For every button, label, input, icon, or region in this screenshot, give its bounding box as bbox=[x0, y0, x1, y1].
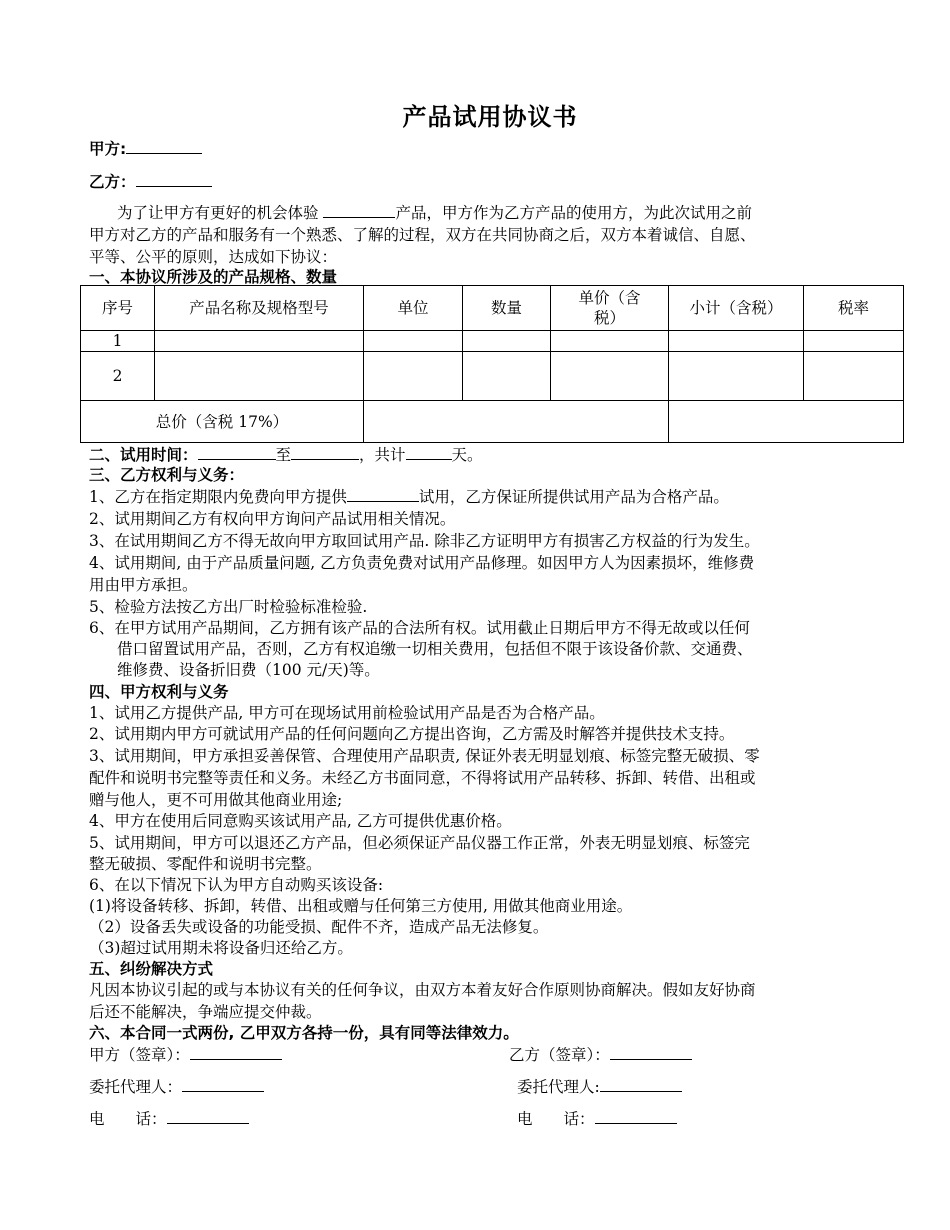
section-4-item-6: 6、在以下情况下认为甲方自动购买该设备: bbox=[89, 876, 384, 894]
party-b-phone-line bbox=[517, 1107, 677, 1129]
section-4-item-3-l2: 配件和说明书完整等责任和义务。未经乙方书面同意，不得将试用产品转移、拆卸、转借、出租或 bbox=[89, 769, 756, 787]
party-b-phone-label: 电 话： bbox=[517, 1110, 595, 1128]
header-quantity: 数量 bbox=[463, 286, 551, 331]
section-2-total: ，共计 bbox=[359, 446, 406, 464]
section-4-item-3-l3: 赠与他人，更不可用做其他商业用途; bbox=[89, 791, 343, 809]
header-subtotal: 小计（含税） bbox=[669, 286, 804, 331]
section-4-item-5-l1: 5、试用期间，甲方可以退还乙方产品，但必须保证产品仪器工作正常，外表无明显划痕、标签完 bbox=[89, 834, 750, 852]
section-4-sub-2: （2）设备丢失或设备的功能受损、配件不齐，造成产品无法修复。 bbox=[89, 918, 549, 936]
section-6-heading: 六、本合同一式两份, 乙甲双方各持一份，具有同等法律效力。 bbox=[89, 1024, 519, 1042]
party-a-blank bbox=[126, 138, 202, 154]
header-unit-price bbox=[551, 286, 669, 331]
party-b-label: 乙方： bbox=[89, 173, 136, 191]
section-4-sub-3: （3)超过试用期未将设备归还给乙方。 bbox=[89, 939, 353, 957]
party-b-phone-blank bbox=[595, 1109, 677, 1124]
section-2-line bbox=[89, 444, 889, 466]
intro-text-post: 产品，甲方作为乙方产品的使用方，为此次试用之前 bbox=[395, 204, 752, 222]
party-a-label: 甲方: bbox=[89, 140, 127, 158]
header-unit: 单位 bbox=[364, 286, 463, 331]
intro-text-pre: 为了让甲方有更好的机会体验 bbox=[117, 204, 319, 222]
section-4-sub-1: (1)将设备转移、拆卸，转借、出租或赠与任何第三方使用, 用做其他商业用途。 bbox=[89, 897, 633, 915]
party-a-phone-blank bbox=[167, 1109, 249, 1124]
item-text: 1、乙方在指定期限内免费向甲方提供 bbox=[89, 488, 347, 506]
header-product-name: 产品名称及规格型号 bbox=[155, 286, 364, 331]
section-3-item-3: 3、在试用期间乙方不得无故向甲方取回试用产品. 除非乙方证明甲方有损害乙方权益的行为发生。 bbox=[89, 532, 760, 550]
end-date-blank bbox=[291, 444, 359, 460]
section-2-days: 天。 bbox=[451, 446, 483, 464]
section-3-item-6-l2: 借口留置试用产品，否则，乙方有权追缴一切相关费用，包括但不限于该设备价款、交通费、 bbox=[117, 640, 753, 658]
party-a-seal-line bbox=[89, 1043, 282, 1065]
intro-line-2: 甲方对乙方的产品和服务有一个熟悉、了解的过程，双方在共同协商之后，双方本着诚信、自愿、 bbox=[89, 226, 756, 244]
section-3-item-4-l2: 用由甲方承担。 bbox=[89, 576, 198, 594]
table-header-row bbox=[81, 286, 904, 331]
party-a-seal-blank bbox=[190, 1045, 282, 1060]
product-blank bbox=[347, 486, 419, 502]
section-2-label: 二、试用时间： bbox=[89, 446, 198, 464]
party-b-seal-label: 乙方（签章）： bbox=[509, 1046, 610, 1064]
start-date-blank bbox=[198, 444, 276, 460]
header-index: 序号 bbox=[81, 286, 155, 331]
section-4-item-5-l2: 整无破损、零配件和说明书完整。 bbox=[89, 855, 322, 873]
section-2-to: 至 bbox=[275, 446, 292, 464]
total-price-label: 总价（含税 17%） bbox=[81, 401, 364, 443]
party-b-line bbox=[89, 171, 889, 193]
section-3-item-6-l1: 6、在甲方试用产品期间，乙方拥有该产品的合法所有权。试用截止日期后甲方不得无故或以任何 bbox=[89, 619, 750, 637]
section-1-heading: 一、本协议所涉及的产品规格、数量 bbox=[89, 268, 338, 286]
item-text: 试用，乙方保证所提供试用产品为合格产品。 bbox=[418, 488, 729, 506]
party-b-seal-line bbox=[509, 1043, 692, 1065]
days-blank bbox=[406, 444, 452, 460]
row-index: 1 bbox=[81, 331, 155, 352]
intro-line-3: 平等、公平的原则，达成如下协议： bbox=[89, 248, 338, 266]
party-a-agent-blank bbox=[182, 1077, 264, 1092]
party-a-phone-label: 电 话： bbox=[89, 1110, 167, 1128]
section-5-line-1: 凡因本协议引起的或与本协议有关的任何争议，由双方本着友好合作原则协商解决。假如友好协商 bbox=[89, 981, 756, 999]
table-total-row bbox=[81, 401, 904, 443]
party-a-agent-line bbox=[89, 1075, 264, 1097]
section-3-item-1 bbox=[89, 486, 889, 508]
intro-line-1 bbox=[89, 202, 889, 224]
section-3-heading: 三、乙方权利与义务： bbox=[89, 466, 245, 484]
party-b-agent-label: 委托代理人: bbox=[517, 1078, 600, 1096]
table-row bbox=[81, 352, 904, 401]
section-3-item-4-l1: 4、试用期间, 由于产品质量问题, 乙方负责免费对试用产品修理。如因甲方人为因素损坏，维修费 bbox=[89, 554, 755, 572]
party-b-agent-line bbox=[517, 1075, 682, 1097]
section-4-item-4: 4、甲方在使用后同意购买该试用产品, 乙方可提供优惠价格。 bbox=[89, 812, 512, 830]
unit-price-line-1: 单价（含 bbox=[578, 289, 641, 307]
table-row bbox=[81, 331, 904, 352]
product-name-blank bbox=[323, 202, 395, 218]
section-3-item-5: 5、检验方法按乙方出厂时检验标准检验. bbox=[89, 598, 368, 616]
party-a-phone-line bbox=[89, 1107, 249, 1129]
party-b-agent-blank bbox=[600, 1077, 682, 1092]
section-5-line-2: 后还不能解决，争端应提交仲裁。 bbox=[89, 1003, 322, 1021]
section-4-item-2: 2、试用期内甲方可就试用产品的任何问题向乙方提出咨询，乙方需及时解答并提供技术支持。 bbox=[89, 725, 735, 743]
section-4-item-1: 1、试用乙方提供产品, 甲方可在现场试用前检验试用产品是否为合格产品。 bbox=[89, 704, 605, 722]
header-tax-rate: 税率 bbox=[804, 286, 904, 331]
document-title: 产品试用协议书 bbox=[402, 103, 578, 131]
section-4-item-3-l1: 3、试用期间，甲方承担妥善保管、合理使用产品职责, 保证外表无明显划痕、标签完整无破损、零 bbox=[89, 747, 760, 765]
party-a-seal-label: 甲方（签章）： bbox=[89, 1046, 190, 1064]
section-3-item-2: 2、试用期间乙方有权向甲方询问产品试用相关情况。 bbox=[89, 510, 456, 528]
product-spec-table bbox=[80, 285, 904, 443]
party-a-line bbox=[89, 138, 889, 160]
section-5-heading: 五、纠纷解决方式 bbox=[89, 960, 214, 978]
row-index: 2 bbox=[81, 352, 155, 401]
party-b-blank bbox=[136, 171, 212, 187]
section-4-heading: 四、甲方权利与义务 bbox=[89, 683, 229, 701]
party-b-seal-blank bbox=[610, 1045, 692, 1060]
unit-price-line-2: 税） bbox=[593, 309, 625, 327]
party-a-agent-label: 委托代理人： bbox=[89, 1078, 183, 1096]
section-3-item-6-l3: 维修费、设备折旧费（100 元/天)等。 bbox=[117, 661, 380, 679]
